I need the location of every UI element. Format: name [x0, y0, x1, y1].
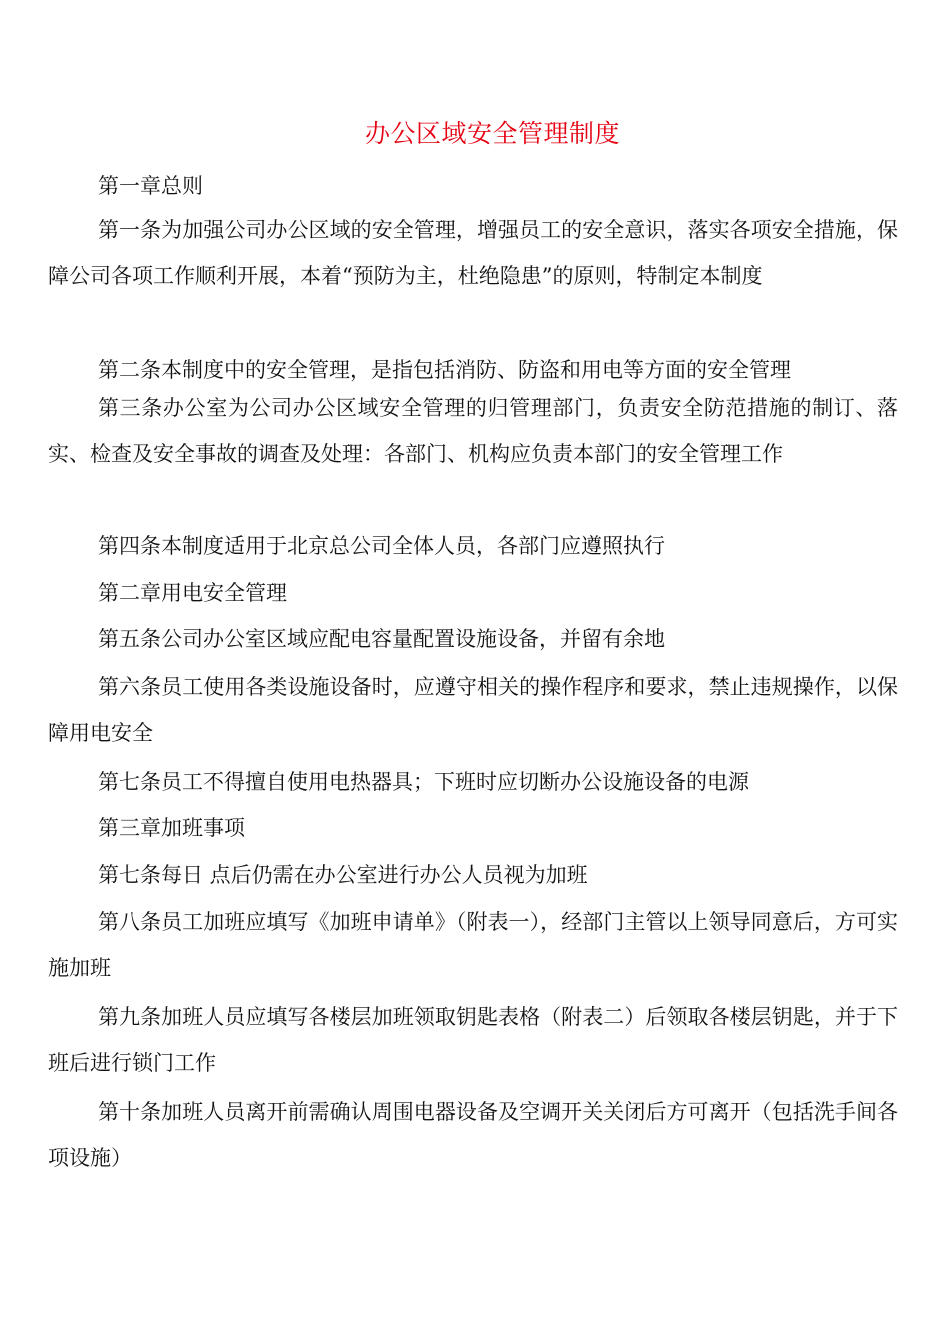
article-paragraph-2: 第二条本制度中的安全管理，是指包括消防、防盗和用电等方面的安全管理	[98, 358, 791, 382]
chapter-heading-2: 第二章用电安全管理	[98, 581, 287, 605]
article-paragraph-8: 第七条每日 点后仍需在办公室进行办公人员视为加班	[98, 863, 588, 887]
article-paragraph-6: 第六条员工使用各类设施设备时，应遵守相关的操作程序和要求，禁止违规操作，以保障用电安全	[48, 675, 898, 745]
document-title: 办公区域安全管理制度	[364, 119, 620, 148]
article-paragraph-11: 第十条加班人员离开前需确认周围电器设备及空调开关关闭后方可离开（包括洗手间各项设施）	[48, 1100, 898, 1170]
chapter-heading-3: 第三章加班事项	[98, 816, 245, 840]
article-paragraph-1: 第一条为加强公司办公区域的安全管理，增强员工的安全意识，落实各项安全措施，保障公司各项工作顺利开展，本着“预防为主，杜绝隐患”的原则，特制定本制度	[48, 218, 898, 288]
chapter-heading-1: 第一章总则	[98, 174, 203, 198]
article-paragraph-7: 第七条员工不得擅自使用电热器具；下班时应切断办公设施设备的电源	[98, 770, 749, 794]
article-paragraph-5: 第五条公司办公室区域应配电容量配置设施设备，并留有余地	[98, 627, 665, 651]
article-paragraph-4: 第四条本制度适用于北京总公司全体人员，各部门应遵照执行	[98, 534, 665, 558]
article-paragraph-10: 第九条加班人员应填写各楼层加班领取钥匙表格（附表二）后领取各楼层钥匙，并于下班后进行锁门工作	[48, 1005, 898, 1075]
article-paragraph-9: 第八条员工加班应填写《加班申请单》（附表一），经部门主管以上领导同意后，方可实施加班	[48, 910, 898, 980]
article-paragraph-3: 第三条办公室为公司办公区域安全管理的归管理部门，负责安全防范措施的制订、落实、检查及安全事故的调查及处理：各部门、机构应负责本部门的安全管理工作	[48, 396, 898, 466]
